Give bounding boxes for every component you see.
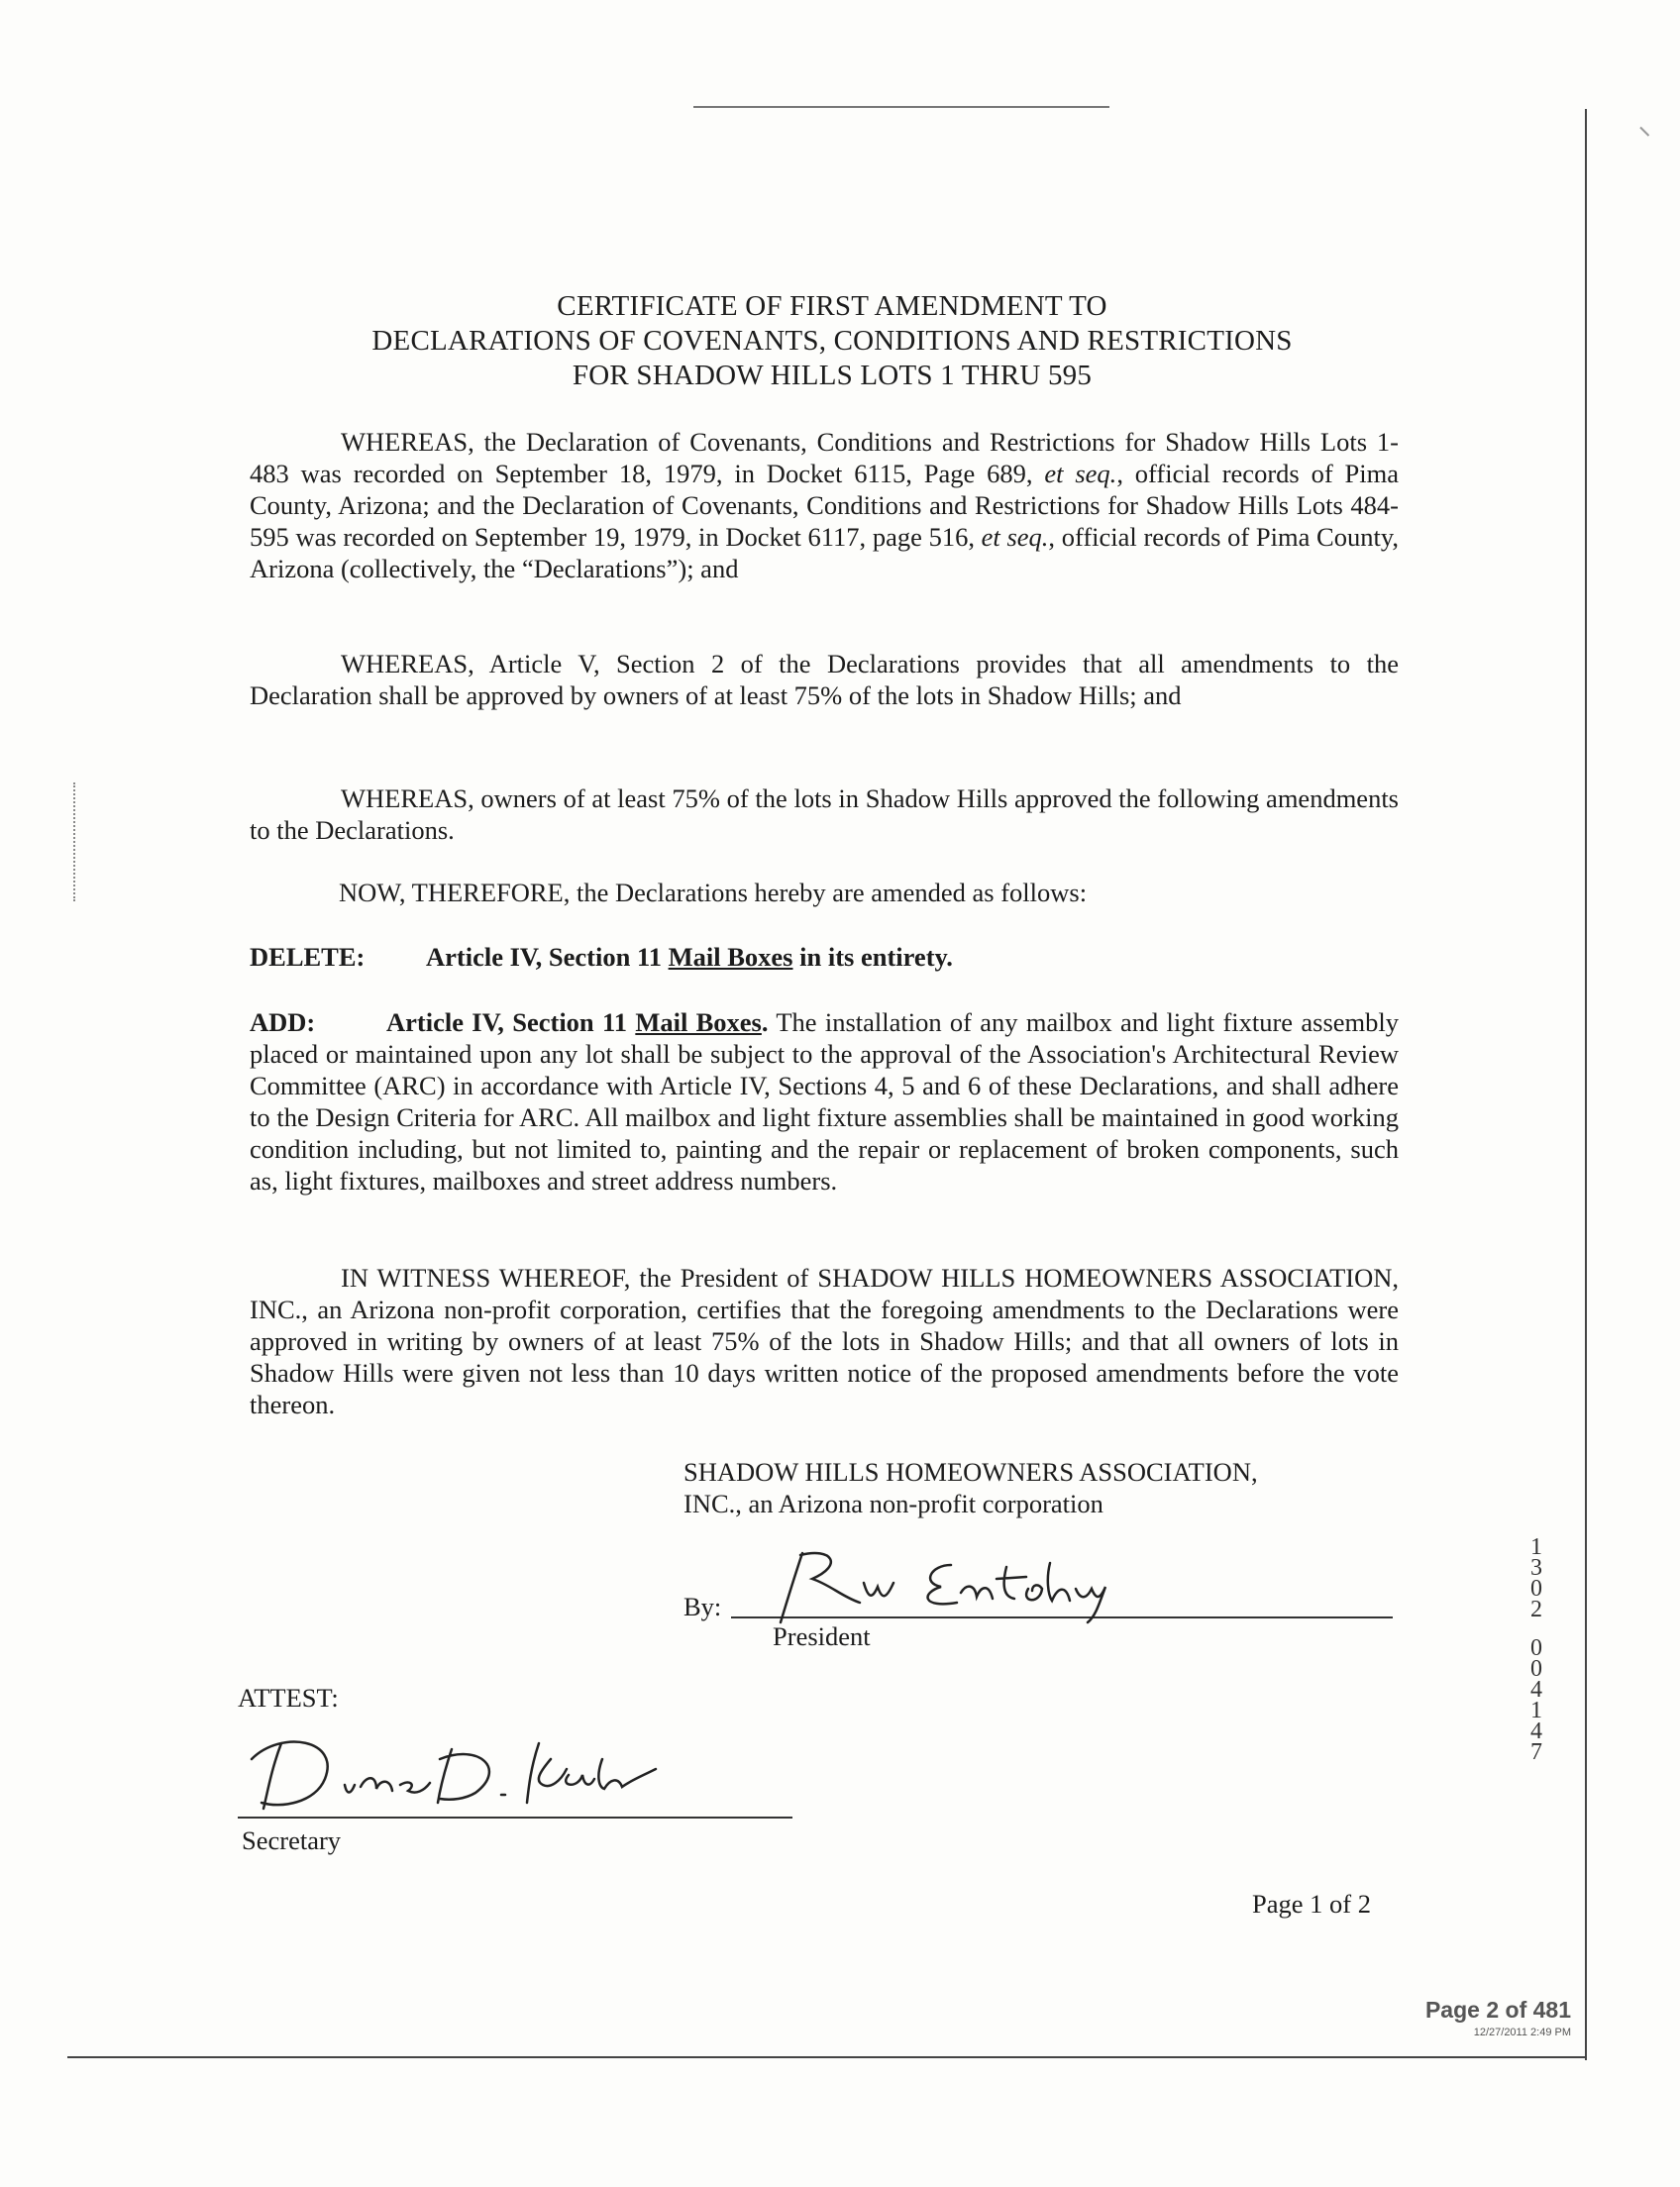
now-therefore-paragraph: NOW, THEREFORE, the Declarations hereby are amended as follows: — [339, 878, 1088, 907]
witness-paragraph: IN WITNESS WHEREOF, the President of SHADOW HILLS HOMEOWNERS ASSOCIATION, INC., an Arizona non-profit corporation, certifies that the foregoing amendments to the Declarations were approved in writing by owners of at least 75% of the lots in Shadow Hills; and that all owners of lots in Shadow Hills were given not less than 10 days written notice of the proposed amendments before the vote thereon. — [250, 1263, 1399, 1419]
whereas-paragraph-3: WHEREAS, owners of at least 75% of the lots in Shadow Hills approved the following amendments to the Declarations. — [250, 783, 1399, 845]
delete-clause: DELETE: Article IV, Section 11 Mail Boxes in its entirety. — [250, 942, 953, 972]
secretary-signature — [242, 1729, 697, 1819]
by-label: By: — [683, 1592, 722, 1621]
scan-right-edge — [1585, 109, 1587, 2060]
recording-number: 1 3 0 2 0 0 4 1 4 7 — [1530, 1534, 1542, 1765]
president-label: President — [773, 1621, 871, 1651]
title-line-1: CERTIFICATE OF FIRST AMENDMENT TO — [557, 290, 1107, 322]
whereas-paragraph-1: WHEREAS, the Declaration of Covenants, Conditions and Restrictions for Shadow Hills Lots 1-483 was recorded on September 18, 1979, in Docket 6115, Page 689, et seq., official records of Pima County, Arizona; and the Declaration of Covenants, Conditions and Restrictions for Shadow Hills Lots 484-595 was recorded on September 19, 1979, in Docket 6117, page 516, et seq., official records of Pima County, Arizona (collectively, the “Declarations”); and — [250, 427, 1399, 583]
secretary-label: Secretary — [242, 1825, 342, 1855]
scan-left-mark — [73, 782, 75, 901]
association-name-line-1: SHADOW HILLS HOMEOWNERS ASSOCIATION, — [683, 1457, 1258, 1487]
add-clause: ADD: Article IV, Section 11 Mail Boxes. The installation of any mailbox and light fixture assembly placed or maintained upon any lot shall be subject to the approval of the Association's Architectural Review Committee (ARC) in accordance with Article IV, Sections 4, 5 and 6 of these Declarations, and shall adhere to the Design Criteria for ARC. All mailbox and light fixture assemblies shall be maintained in good working condition including, but not limited to, painting and the repair or replacement of broken components, such as, light fixtures, mailboxes and street address numbers. — [250, 1007, 1400, 1196]
president-signature — [773, 1543, 1189, 1632]
title-line-2: DECLARATIONS OF COVENANTS, CONDITIONS AND RESTRICTIONS — [371, 325, 1293, 357]
attest-label: ATTEST: — [238, 1683, 339, 1713]
delete-label: DELETE: — [250, 942, 366, 972]
document-title — [238, 289, 1426, 393]
recorder-page-stamp: Page 2 of 481 — [1424, 1997, 1571, 2023]
scan-corner-mark — [1631, 127, 1649, 145]
recorder-timestamp: 12/27/2011 2:49 PM — [1473, 2027, 1571, 2038]
add-label: ADD: — [250, 1007, 316, 1037]
scan-bottom-edge — [67, 2056, 1587, 2058]
page-footer: Page 1 of 2 — [1252, 1889, 1371, 1919]
association-name-line-2: INC., an Arizona non-profit corporation — [683, 1489, 1103, 1518]
title-line-3: FOR SHADOW HILLS LOTS 1 THRU 595 — [572, 360, 1093, 391]
whereas-paragraph-2: WHEREAS, Article V, Section 2 of the Declarations provides that all amendments to the Declaration shall be approved by owners of at least 75% of the lots in Shadow Hills; and — [250, 649, 1399, 710]
secretary-signature-line — [238, 1817, 792, 1819]
scan-top-line — [693, 106, 1109, 108]
